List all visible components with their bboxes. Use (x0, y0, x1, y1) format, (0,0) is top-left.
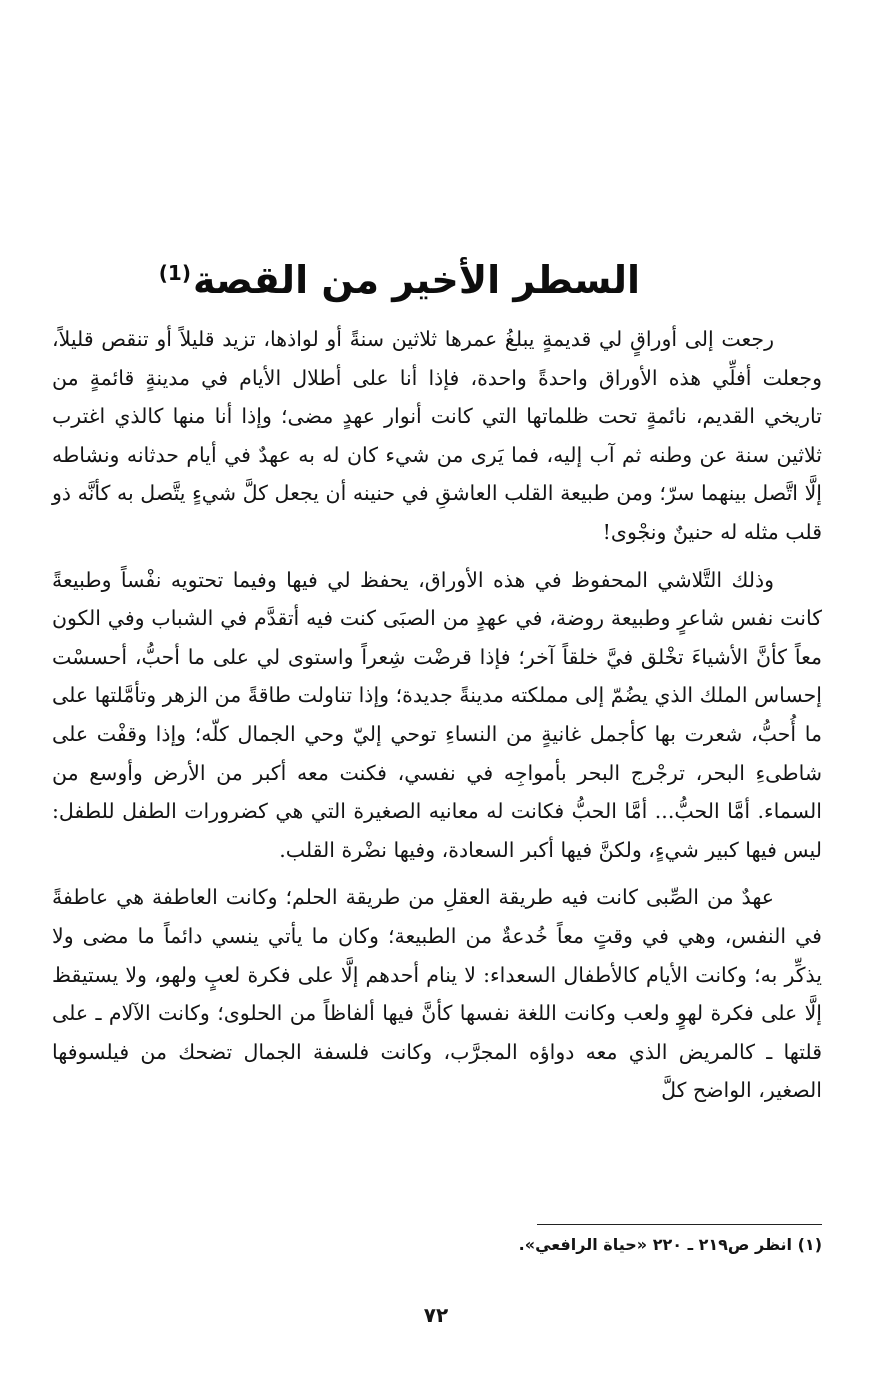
chapter-title (158, 245, 640, 315)
paragraph-3: عهدٌ من الصِّبى كانت فيه طريقة العقلِ من طريقة الحلم؛ وكانت العاطفة هي عاطفةً في النفس، وهي في وقتٍ معاً خُدعةٌ من الطبيعة؛ وكان ما يأتي ينسي دائماً ما مضى ولا يذكِّر به؛ وكانت الأيام كالأطفال السعداء: لا ينام أحدهم إلَّا على فكرة لعبٍ ولهو، ولا يستيقظ إلَّا على فكرة لهوٍ ولعب وكانت اللغة نفسها كأنَّ فيها ألفاظاً من الحلوى؛ وكانت الآلام ـ على قلتها ـ كالمريض الذي معه دواؤه المجرَّب، وكانت فلسفة الجمال تضحك من فيلسوفها الصغير، الواضح كلَّ (52, 885, 822, 1103)
footnote: (١) انظر ص٢١٩ ـ ٢٢٠ «حياة الرافعي». (518, 1235, 822, 1254)
chapter-title-text: السطر الأخير من القصة (192, 258, 640, 303)
footnote-divider (537, 1224, 822, 1225)
body-text (52, 320, 822, 1119)
footnote-reference: (1) (158, 260, 191, 285)
paragraph-1: رجعت إلى أوراقٍ لي قديمةٍ يبلغُ عمرها ثلاثين سنةً أو لواذها، تزيد قليلاً أو تنقص قليلاً، وجعلت أفلِّي هذه الأوراق واحدةً واحدة، فإذا أنا على أطلال الأيام في مدينةٍ قائمةٍ من تاريخي القديم، نائمةٍ تحت ظلماتها التي كانت أنوار عهدٍ مضى؛ وإذا أنا منها كالذي اغترب ثلاثين سنة عن وطنه ثم آب إليه، فما يَرى من شيء كان له به عهدٌ في أيام حدثانه ونشاطه إلَّا اتَّصل بينهما سرّ؛ ومن طبيعة القلب العاشقِ في حنينه أن يجعل كلَّ شيءٍ يتَّصل به كأنَّه ذو قلب مثله له حنينٌ ونجْوى! (52, 327, 822, 544)
paragraph-2: وذلك التَّلاشي المحفوظ في هذه الأوراق، يحفظ لي فيها وفيما تحتويه نفْساً وطبيعةً كانت نفس شاعرٍ وطبيعة روضة، في عهدٍ من الصبَى كنت فيه أتقدَّم في الشباب وفي الكون معاً كأنَّ الأشياءَ تخْلق فيَّ خلقاً آخر؛ فإذا قرضْت شِعراً واستوى لي على ما أحبُّ، أحسسْت إحساس الملك الذي يضُمّ إلى مملكته مدينةً جديدة؛ وإذا تناولت طاقةً من الزهر وتأمَّلتها على ما أُحبُّ، شعرت بها كأجمل غانيةٍ من النساءِ توحي إليّ وحي الجمال كلّه؛ وإذا وقفْت على شاطىءِ البحر، ترجْرج البحر بأمواجِه في نفسي، فكنت معه أكبر من الأرض وأوسع من السماء. أمَّا الحبُّ... أمَّا الحبُّ فكانت له معانيه الصغيرة التي هي كضرورات الطفل للطفل: ليس فيها كبير شيءٍ، ولكنَّ فيها أكبر السعادة، وفيها نضْرة القلب. (52, 567, 822, 862)
page-number: ٧٢ (423, 1303, 449, 1327)
